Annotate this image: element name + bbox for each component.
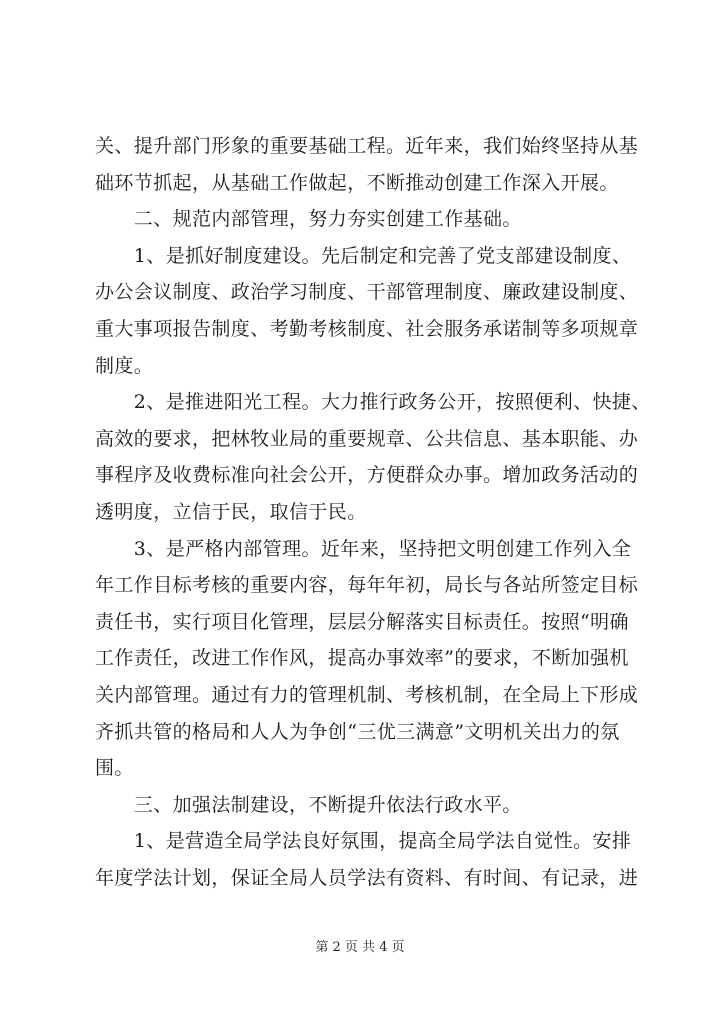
text-line-21: 年度学法计划，保证全局人员学法有资料、有时间、有记录，进 (95, 866, 639, 889)
text-line-14: 责任书，实行项目化管理，层层分解落实目标责任。按照“明确 (95, 610, 629, 633)
text-line-10: 事程序及收费标准向社会公开，方便群众办事。增加政务活动的 (95, 464, 639, 487)
section-heading-2: 二、规范内部管理，努力夯实创建工作基础。 (95, 208, 522, 231)
text-line-4: 1、是抓好制度建设。先后制定和完善了党支部建设制度、 (95, 244, 632, 267)
text-line-15: 工作责任，改进工作作风，提高办事效率”的要求，不断加强机 (95, 647, 629, 670)
text-line-8: 2、是推进阳光工程。大力推行政务公开，按照便利、快捷、 (95, 391, 651, 414)
text-line-5: 办公会议制度、政治学习制度、干部管理制度、廉政建设制度、 (95, 281, 639, 304)
page-number-footer: 第 2 页 共 4 页 (315, 940, 405, 955)
text-line-12: 3、是严格内部管理。近年来，坚持把文明创建工作列入全 (95, 537, 632, 560)
text-line-20: 1、是营造全局学法良好氛围，提高全局学法自觉性。安排 (95, 830, 632, 853)
text-line-13: 年工作目标考核的重要内容，每年年初，局长与各站所签定目标 (95, 574, 639, 597)
text-line-18: 围。 (95, 757, 134, 780)
text-line-16: 关内部管理。通过有力的管理机制、考核机制，在全局上下形成 (95, 683, 639, 706)
text-line-11: 透明度，立信于民，取信于民。 (95, 500, 367, 523)
text-line-2: 础环节抓起，从基础工作做起，不断推动创建工作深入开展。 (95, 171, 619, 194)
text-line-6: 重大事项报告制度、考勤考核制度、社会服务承诺制等多项规章 (95, 317, 639, 340)
section-heading-3: 三、加强法制建设，不断提升依法行政水平。 (95, 793, 522, 816)
text-line-7: 制度。 (95, 354, 154, 377)
text-line-9: 高效的要求，把林牧业局的重要规章、公共信息、基本职能、办 (95, 427, 639, 450)
text-line-1: 关、提升部门形象的重要基础工程。近年来，我们始终坚持从基 (95, 135, 639, 157)
document-body (95, 128, 651, 896)
text-line-17: 齐抓共管的格局和人人为争创“三优三满意”文明机关出力的氛 (95, 720, 620, 743)
